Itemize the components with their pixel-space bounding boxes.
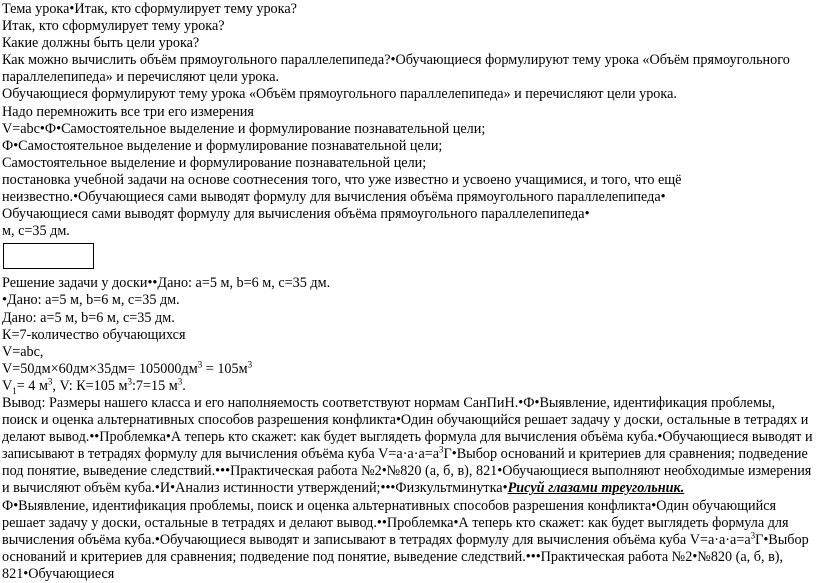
subscript: 1 <box>12 385 17 396</box>
exponent: 3 <box>750 529 756 540</box>
text-line: Как можно вычислить объём прямоугольного параллелепипеда?•Обучающиеся формулируют тему урока «Объём прямоугольного параллелепипеда» и перечисляют цели урока. <box>2 52 790 86</box>
paragraph-text: Вывод: Размеры нашего класса и его наполняемость соответствуют нормам СанПиН.•Ф•Выявление, идентификация проблемы, поиск и оценка альтернативных способов разрешения конфликта•Один обучающийся решает задачу у доски, остальные в тетрадях и делают вывод.••Проблемка•А теперь кто скажет: как будет выглядеть формула для вычисления объёма куба.•Обучающиеся выводят и записывают в тетрадях формулу для вычисления объёма куба V=a·a·a=a <box>2 394 813 463</box>
text-line: м, с=35 дм. <box>2 223 70 240</box>
formula-text: . <box>182 377 186 394</box>
formula-text: , V: К=105 м <box>52 377 128 394</box>
exponent: 3 <box>247 359 253 370</box>
exponent: 3 <box>177 376 183 387</box>
solution-line: V=abc, <box>2 343 44 360</box>
conclusion-paragraph <box>2 395 814 498</box>
text-line: Обучающиеся сами выводят формулу для вычисления объёма прямоугольного параллелепипеда• <box>2 206 590 223</box>
formula-text: :7=15 м <box>131 377 178 394</box>
text-line: постановка учебной задачи на основе соотнесения того, что уже известно и усвоено учащимися, и того, что ещё неизвестно.•Обучающиеся сами выводят формулу для вычисления объёма прямоугольного параллелепипеда• <box>2 171 682 206</box>
solution-line: Решение задачи у доски••Дано: а=5 м, b=6 м, с=35 дм. <box>2 275 331 292</box>
exponent: 3 <box>197 359 203 370</box>
solution-line: •Дано: а=5 м, b=6 м, с=35 дм. <box>2 292 180 309</box>
text-line: Тема урока•Итак, кто сформулирует тему урока? <box>2 1 297 17</box>
formula-text: V=50дм×60дм×35дм= 105000дм <box>2 360 198 377</box>
emphasized-text: Рисуй глазами треугольник. <box>507 480 685 497</box>
per-student-volume <box>2 378 814 395</box>
paragraph-text: Г•Выбор оснований и критериев для сравнения; подведение под понятие, выведение следствий.•••Практическая работа №2•№820 (а, б, в), 821•Обучающиеся <box>2 531 809 582</box>
text-line: Итак, кто сформулирует тему урока? <box>2 18 225 35</box>
text-line: Какие должны быть цели урока? <box>2 35 200 52</box>
text-line: V=abc•Ф•Самостоятельное выделение и формулирование познавательной цели; <box>2 120 486 137</box>
text-line: Самостоятельное выделение и формулирование познавательной цели; <box>2 154 427 171</box>
exponent: 3 <box>127 376 132 387</box>
repeat-paragraph <box>2 498 814 583</box>
exponent: 3 <box>47 376 53 387</box>
text-line: Обучающиеся формулируют тему урока «Объём прямоугольного параллелепипеда» и перечисляют цели урока. <box>2 86 677 103</box>
paragraph-text: Г•Выбор оснований и критериев для сравнения; подведение под понятие, выведение следствий.•••Практическая работа №2•№820 (а, б, в), 821•Обучающиеся выполняют необходимые измерения и вычисляют объём куба.•И•Анализ истинности утверждений;•••Физкультминутка• <box>2 446 812 497</box>
text-line: Надо перемножить все три его измерения <box>2 103 254 120</box>
exponent: 3 <box>439 444 444 455</box>
paragraph-text: Ф•Выявление, идентификация проблемы, поиск и оценка альтернативных способов разрешения конфликта•Один обучающийся решает задачу у доски, остальные в тетрадях и делают вывод.••Проблемка•А теперь кто скажет: как будет выглядеть формула для вычисления объёма куба.•Обучающиеся выводят и записывают в тетрадях формулу для вычисления объёма куба V=a·a·a=a <box>2 497 789 548</box>
volume-calculation <box>2 361 814 378</box>
solution-line: К=7-количество обучающихся <box>2 326 186 343</box>
empty-text-box <box>3 243 94 269</box>
formula-text: V <box>2 377 13 394</box>
text-line: Ф•Самостоятельное выделение и формулирование познавательной цели; <box>2 137 443 154</box>
formula-text: = 4 м <box>16 377 48 394</box>
formula-text: = 105м <box>202 360 248 377</box>
solution-line: Дано: а=5 м, b=6 м, с=35 дм. <box>2 309 175 326</box>
